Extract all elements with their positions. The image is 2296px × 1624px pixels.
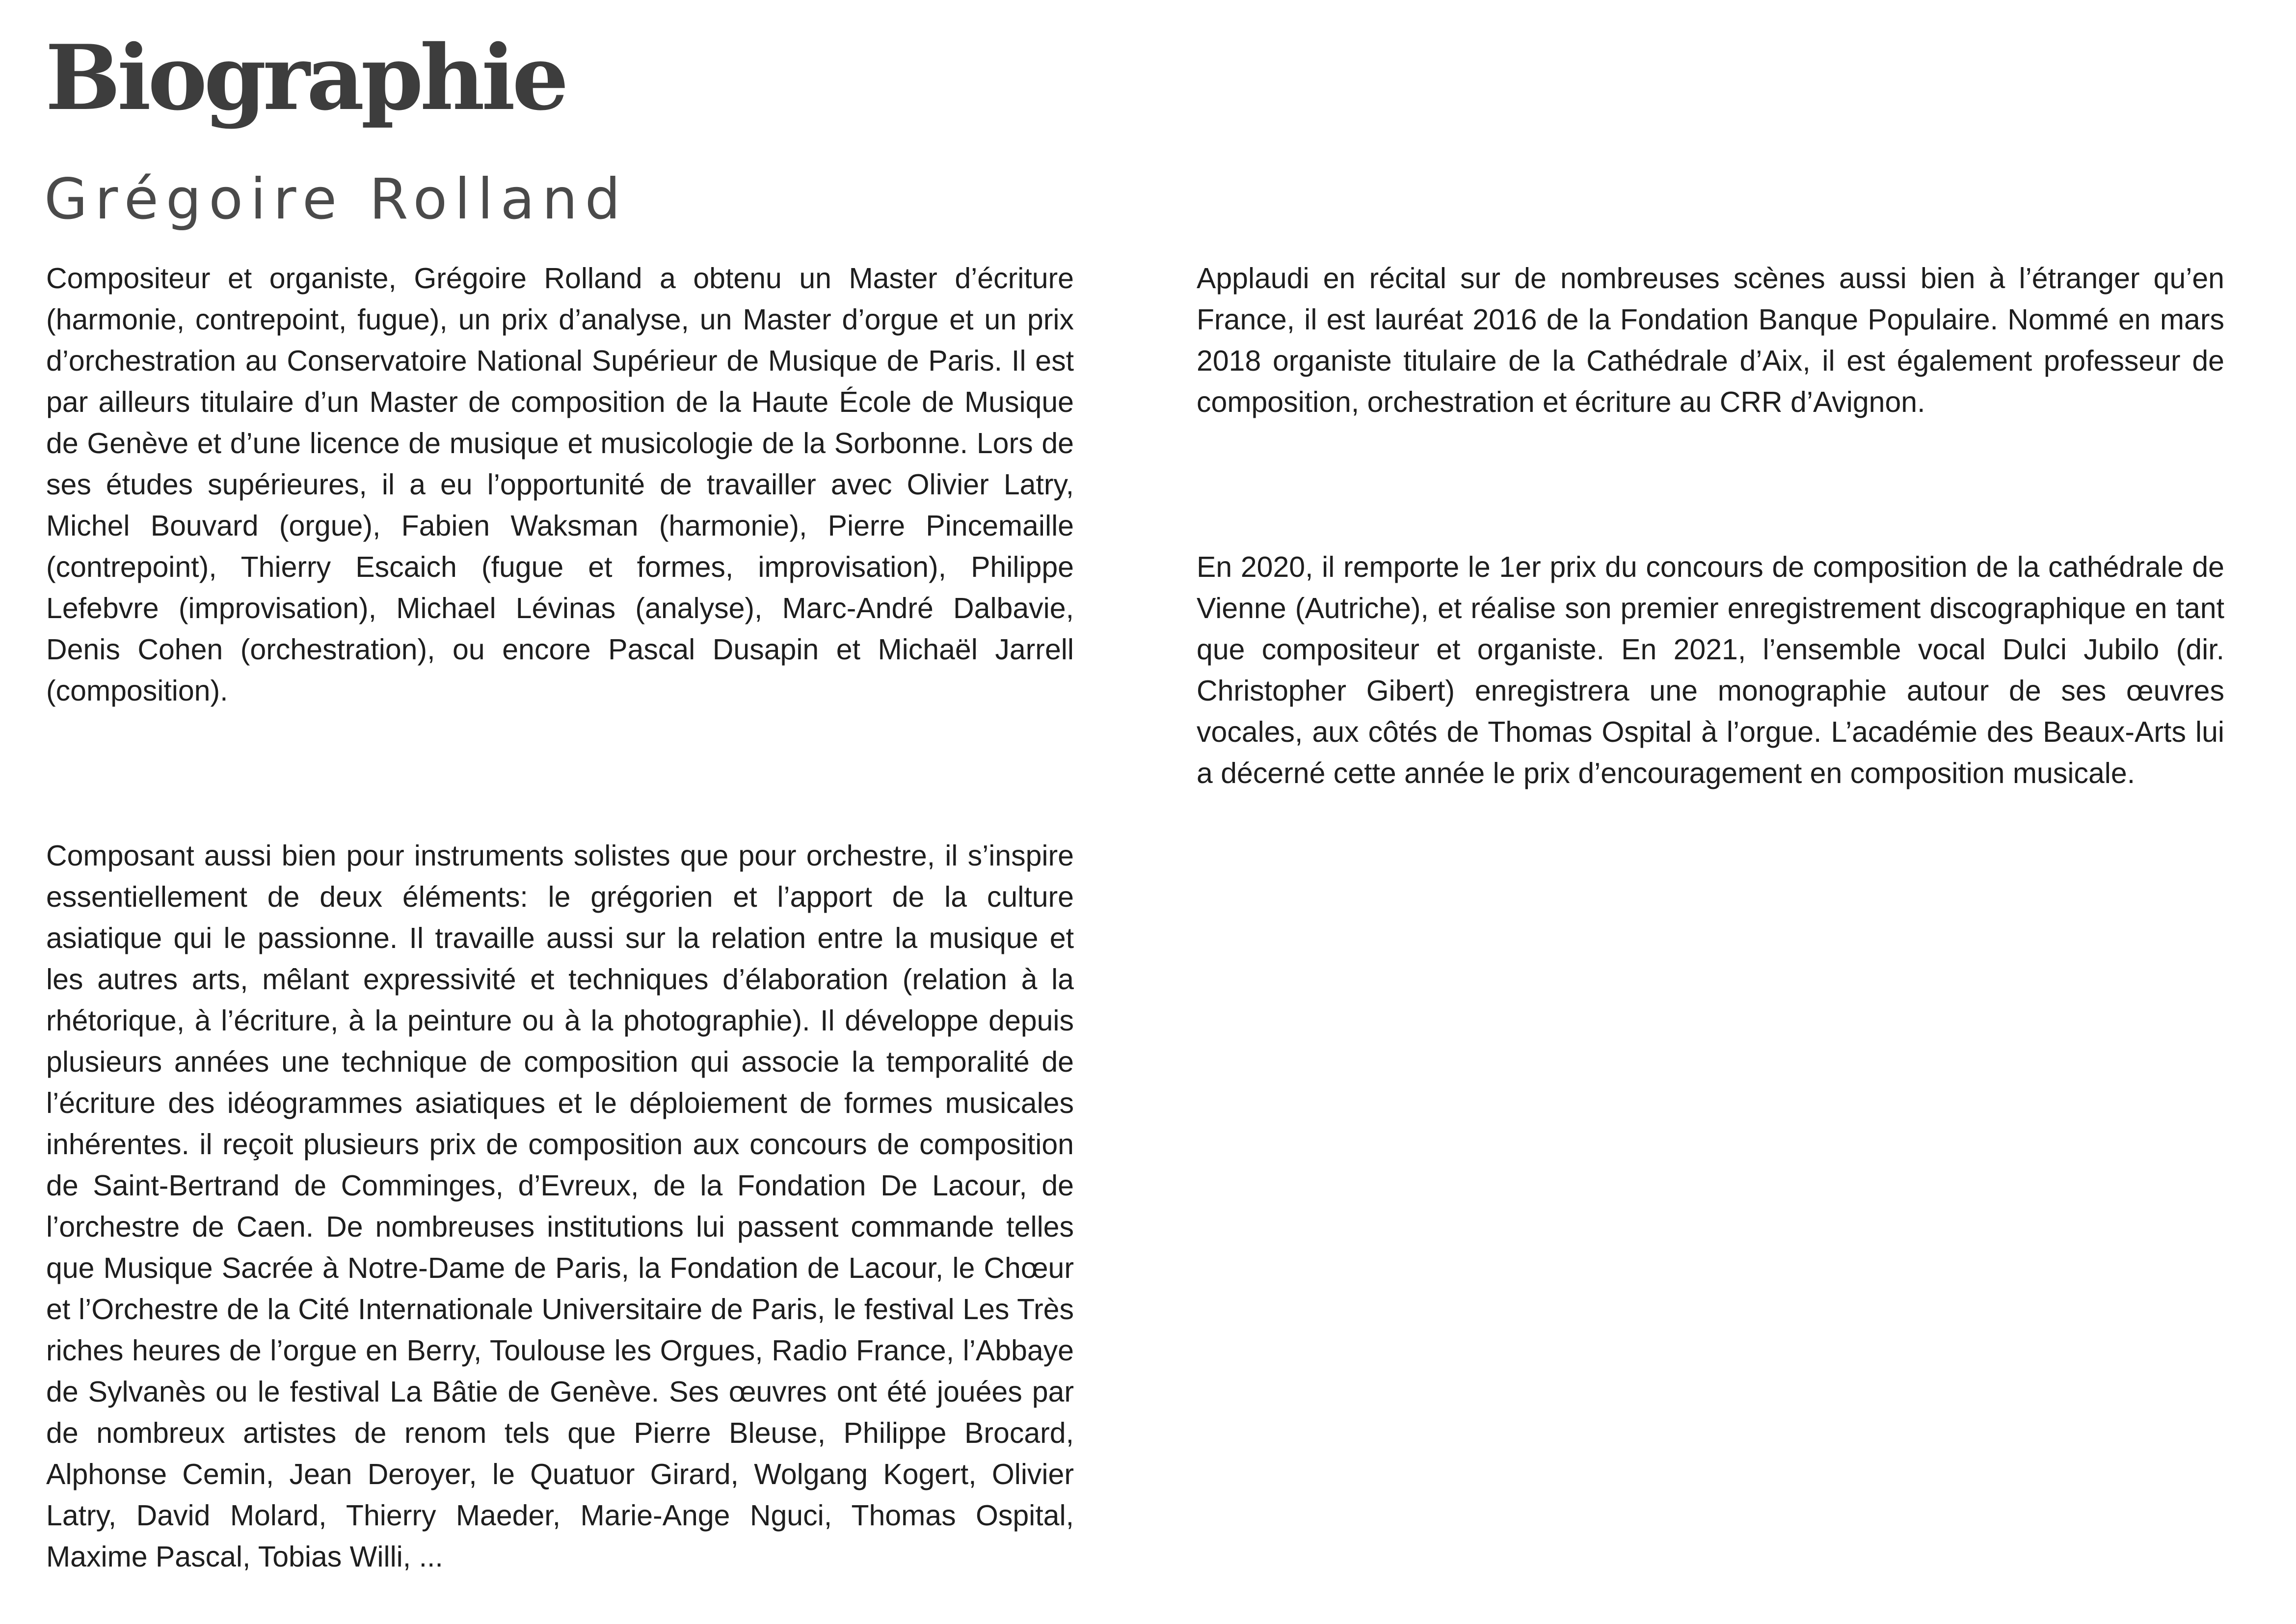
paragraph-education: Compositeur et organiste, Grégoire Rolland a obtenu un Master d’écriture (harmonie, contrepoint, fugue), un prix d’analyse, un Master d’orgue et un prix d’orchestration au Conservatoire National Supérieur de Musique de Paris. Il est par ailleurs titulaire d’un Master de composition de la Haute École de Musique de Genève et d’une licence de musique et musicologie de la Sorbonne. Lors de ses études supérieures, il a eu l’opportunité de travailler avec Olivier Latry, Michel Bouvard (orgue), Fabien Waksman (harmonie), Pierre Pincemaille (contrepoint), Thierry Escaich (fugue et formes, improvisation), Philippe Lefebvre (improvisation), Michael Lévinas (analyse), Marc-André Dalbavie, Denis Cohen (orchestration), ou encore Pascal Dusapin et Michaël Jarrell (composition). bbox=[46, 262, 1074, 707]
page-title: Biographie bbox=[45, 25, 565, 130]
page-subtitle: Grégoire Rolland bbox=[44, 166, 628, 232]
paragraph-recital: Applaudi en récital sur de nombreuses scènes aussi bien à l’étranger qu’en France, il est lauréat 2016 de la Fondation Banque Populaire. Nommé en mars 2018 organiste titulaire de la Cathédrale d’Aix, il est également professeur de composition, orchestration et écriture au CRR d’Avignon. bbox=[1197, 262, 2224, 418]
left-column bbox=[46, 258, 1074, 1577]
paragraph-awards: En 2020, il remporte le 1er prix du concours de composition de la cathédrale de Vienne (Autriche), et réalise son premier enregistrement discographique en tant que compositeur et organiste. En 2021, l’ensemble vocal Dulci Jubilo (dir. Christopher Gibert) enregistrera une monographie autour de ses œuvres vocales, aux côtés de Thomas Ospital à l’orgue. L’académie des Beaux-Arts lui a décerné cette année le prix d’encouragement en composition musicale. bbox=[1197, 551, 2224, 789]
right-column bbox=[1197, 258, 2224, 794]
paragraph-composition: Composant aussi bien pour instruments solistes que pour orchestre, il s’inspire essentiellement de deux éléments: le grégorien et l’apport de la culture asiatique qui le passionne. Il travaille aussi sur la relation entre la musique et les autres arts, mêlant expressivité et techniques d’élaboration (relation à la rhétorique, à l’écriture, à la peinture ou à la photographie). Il développe depuis plusieurs années une technique de composition qui associe la temporalité de l’écriture des idéogrammes asiatiques et le déploiement de formes musicales inhérentes. il reçoit plusieurs prix de composition aux concours de composition de Saint-Bertrand de Comminges, d’Evreux, de la Fondation De Lacour, de l’orchestre de Caen. De nombreuses institutions lui passent commande telles que Musique Sacrée à Notre-Dame de Paris, la Fondation de Lacour, le Chœur et l’Orchestre de la Cité Internationale Universitaire de Paris, le festival Les Très riches heures de l’orgue en Berry, Toulouse les Orgues, Radio France, l’Abbaye de Sylvanès ou le festival La Bâtie de Genève. Ses œuvres ont été jouées par de nombreux artistes de renom tels que Pierre Bleuse, Philippe Brocard, Alphonse Cemin, Jean Deroyer, le Quatuor Girard, Wolgang Kogert, Olivier Latry, David Molard, Thierry Maeder, Marie-Ange Nguci, Thomas Ospital, Maxime Pascal, Tobias Willi, ... bbox=[46, 839, 1074, 1573]
